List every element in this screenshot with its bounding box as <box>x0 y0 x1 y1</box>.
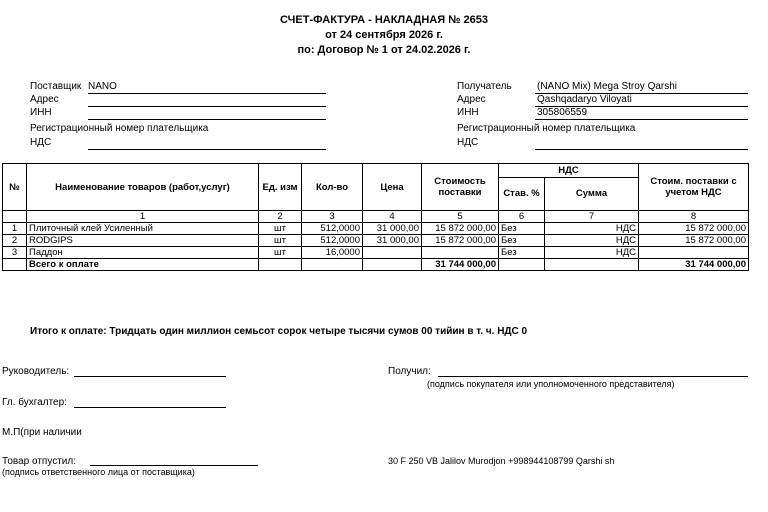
col-number: 4 <box>363 211 422 223</box>
header-cost: Стоимость поставки <box>422 164 499 211</box>
row-num: 3 <box>3 247 27 259</box>
amount-in-words: Итого к оплате: Тридцать один миллион семьсот сорок четыре тысячи сумов 00 тийин в т. ч. НДС 0 <box>30 326 528 337</box>
supplier-name: NANO <box>88 81 117 92</box>
row-cost: 15 872 000,00 <box>422 223 499 235</box>
col-number: 2 <box>259 211 302 223</box>
header-nds: НДС <box>499 164 639 178</box>
col-number: 5 <box>422 211 499 223</box>
row-total <box>639 247 749 259</box>
supplier-nds-line <box>88 149 326 150</box>
accountant-label: Гл. бухгалтер: <box>2 397 67 408</box>
invoice-date: от 24 сентября 2026 г. <box>325 29 443 41</box>
row-rate: Без <box>499 235 545 247</box>
released-label: Товар отпустил: <box>2 456 76 467</box>
row-sum: НДС <box>545 235 639 247</box>
supplier-nds-label: НДС <box>30 137 52 148</box>
recipient-nds-label: НДС <box>457 137 479 148</box>
header-unit: Ед. изм <box>259 164 302 211</box>
total-with-nds: 31 744 000,00 <box>639 259 749 271</box>
supplier-label: Поставщик <box>30 81 82 92</box>
row-qty: 16,0000 <box>302 247 363 259</box>
row-unit: шт <box>259 235 302 247</box>
row-name: Плиточный клей Усиленный <box>27 223 259 235</box>
table-row <box>3 223 749 235</box>
header-price: Цена <box>363 164 422 211</box>
recipient-inn-line <box>535 119 748 120</box>
total-label: Всего к оплате <box>27 259 259 271</box>
vehicle-note: 30 F 250 VB Jalilov Murodjon +998944108799 Qarshi sh <box>388 456 615 466</box>
row-cost <box>422 247 499 259</box>
recipient-inn: 305806559 <box>537 107 588 118</box>
header-total-cost: Стоим. поставки с учетом НДС <box>639 164 749 211</box>
director-signature-line <box>74 376 226 377</box>
stamp-label: М.П(при наличии <box>2 427 82 438</box>
row-qty: 512,0000 <box>302 223 363 235</box>
recipient-address: Qashqadaryo Viloyati <box>537 94 632 105</box>
table-row <box>3 235 749 247</box>
row-cost: 15 872 000,00 <box>422 235 499 247</box>
supplier-reg-label: Регистрационный номер плательщика <box>30 123 209 134</box>
supplier-address-label: Адрес <box>30 94 59 105</box>
recipient-nds-line <box>535 149 748 150</box>
recipient-inn-label: ИНН <box>457 107 479 118</box>
recipient-address-label: Адрес <box>457 94 486 105</box>
recipient-name: (NANO Mix) Mega Stroy Qarshi <box>537 81 678 92</box>
row-sum: НДС <box>545 223 639 235</box>
row-total: 15 872 000,00 <box>639 235 749 247</box>
row-rate: Без <box>499 223 545 235</box>
row-unit: шт <box>259 223 302 235</box>
col-number: 7 <box>545 211 639 223</box>
row-total: 15 872 000,00 <box>639 223 749 235</box>
invoice-table <box>2 163 749 271</box>
row-price <box>363 247 422 259</box>
supplier-address-line <box>88 106 326 107</box>
recipient-label: Получатель <box>457 81 512 92</box>
row-rate: Без <box>499 247 545 259</box>
row-price: 31 000,00 <box>363 223 422 235</box>
accountant-signature-line <box>74 407 226 408</box>
director-label: Руководитель: <box>2 366 70 377</box>
recipient-reg-label: Регистрационный номер плательщика <box>457 123 636 134</box>
received-label: Получил: <box>388 366 431 377</box>
row-num: 1 <box>3 223 27 235</box>
row-qty: 512,0000 <box>302 235 363 247</box>
row-price: 31 000,00 <box>363 235 422 247</box>
col-number: 3 <box>302 211 363 223</box>
row-num: 2 <box>3 235 27 247</box>
col-number: 6 <box>499 211 545 223</box>
header-name: Наименование товаров (работ,услуг) <box>27 164 259 211</box>
contract-line: по: Договор № 1 от 24.02.2026 г. <box>297 44 471 56</box>
supplier-inn-line <box>88 119 326 120</box>
released-signature-line <box>90 465 258 466</box>
header-sum: Сумма <box>545 177 639 210</box>
supplier-inn-label: ИНН <box>30 107 52 118</box>
supplier-name-line <box>88 93 326 94</box>
total-row <box>3 259 749 271</box>
invoice-title: СЧЕТ-ФАКТУРА - НАКЛАДНАЯ № 2653 <box>280 14 488 26</box>
released-note: (подпись ответственного лица от поставщика) <box>2 467 195 477</box>
table-row <box>3 247 749 259</box>
row-name: RODGIPS <box>27 235 259 247</box>
total-cost: 31 744 000,00 <box>422 259 499 271</box>
row-unit: шт <box>259 247 302 259</box>
col-number: 8 <box>639 211 749 223</box>
col-number: 1 <box>27 211 259 223</box>
header-num: № <box>3 164 27 211</box>
received-signature-line <box>438 376 748 377</box>
header-qty: Кол-во <box>302 164 363 211</box>
received-note: (подпись покупателя или уполномоченного представителя) <box>427 379 675 389</box>
row-name: Паддон <box>27 247 259 259</box>
row-sum: НДС <box>545 247 639 259</box>
header-rate: Став. % <box>499 177 545 210</box>
